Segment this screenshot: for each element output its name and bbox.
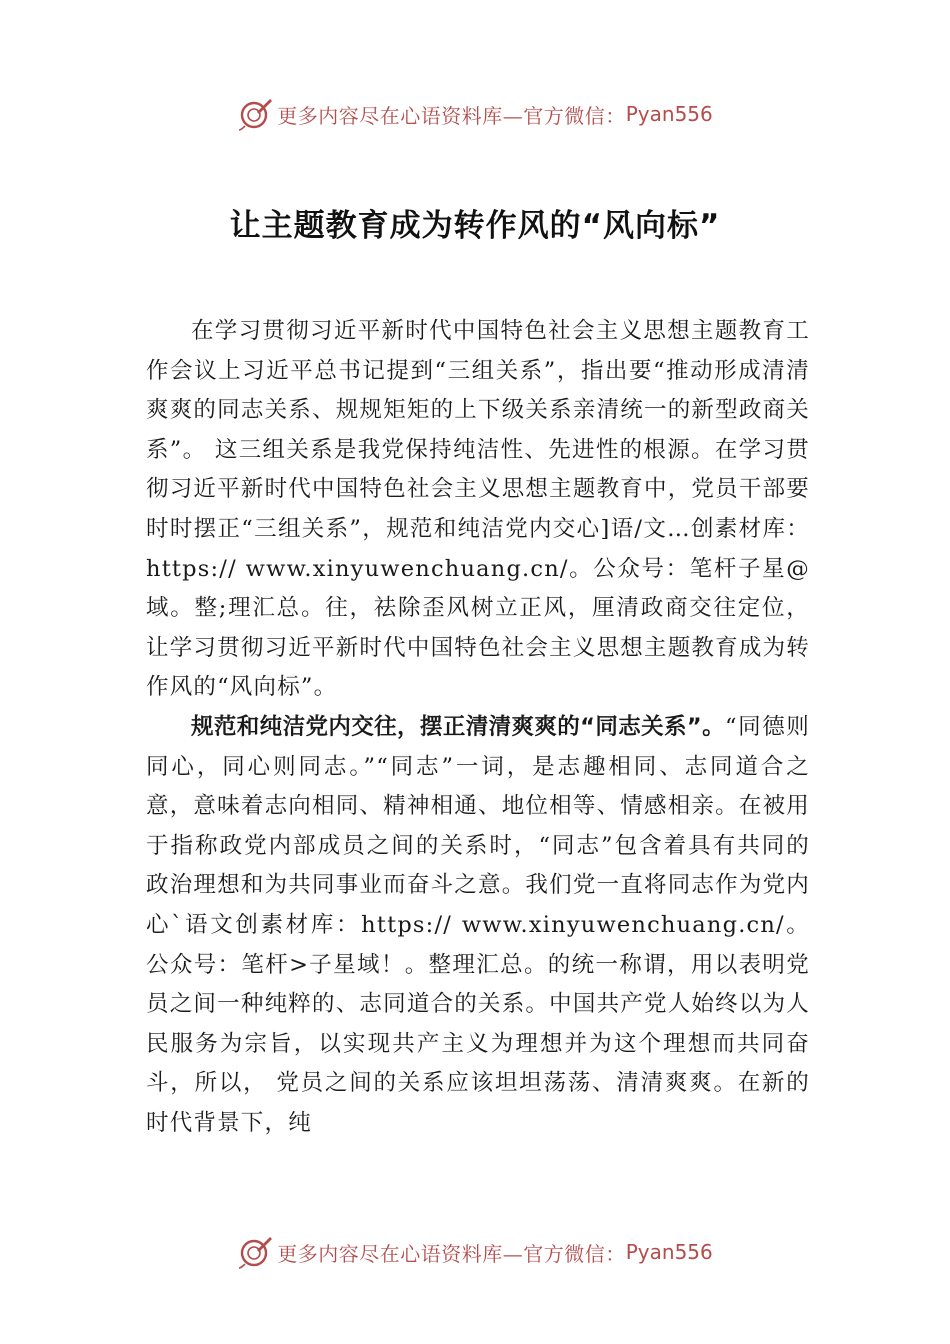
footer-banner: [0, 1232, 950, 1272]
paragraph-2-text: “同德则同心，同心则同志。”“同志”一词，是志趣相同、志同道合之意，意味着志向相同、精神相通、地位相等、情感相亲。在被用于指称政党内部成员之间的关系时，“同志”包含着具有共同的政治理想和为共同事业而奋斗之意。我们党一直将同志作为党内心`语文创素材库：https:// www.xinyuwenchuang.cn/。公众号：笔杆>子星域！。整理汇总。的统一称谓，用以表明党员之间一种纯粹的、志同道合的关系。中国共产党人始终以为人民服务为宗旨，以实现共产主义为理想并为这个理想而共同奋斗，所以， 党员之间的关系应该坦坦荡荡、清清爽爽。在新的时代背景下，纯: [146, 713, 810, 1136]
footer-wechat-id: Pyan556: [625, 1240, 713, 1264]
header-wechat-id: Pyan556: [625, 102, 713, 126]
paragraph-1-text: 在学习贯彻习近平新时代中国特色社会主义思想主题教育工作会议上习近平总书记提到“三组关系”，指出要“推动形成清清爽爽的同志关系、规规矩矩的上下级关系亲清统一的新型政商关系”。 这三组关系是我党保持纯洁性、先进性的根源。在学习贯彻习近平新时代中国特色社会主义思想主题教育中，党员干部要时时摆正“三组关系”，规范和纯洁党内交心]语/文…创素材库：https:// www.xinyuwenchuang.cn/。公众号：笔杆子星@域。整;理汇总。往，祛除歪风树立正风，厘清政商交往定位，让学习贯彻习近平新时代中国特色社会主义思想主题教育成为转作风的“风向标”。: [146, 318, 810, 701]
paragraph-1: [146, 312, 810, 708]
pen-circle-logo-icon: [237, 96, 273, 132]
document-title: 让主题教育成为转作风的“风向标”: [229, 208, 721, 244]
paragraph-2-lead: 规范和纯洁党内交往，摆正清清爽爽的“同志关系”。: [191, 713, 726, 740]
document-body: [146, 312, 810, 1143]
pen-circle-logo-icon: [237, 1234, 273, 1270]
footer-banner-text: 更多内容尽在心语资料库—官方微信：: [277, 1241, 626, 1266]
header-banner-text: 更多内容尽在心语资料库—官方微信：: [277, 103, 626, 128]
paragraph-2: [146, 708, 810, 1144]
header-banner: [0, 94, 950, 134]
